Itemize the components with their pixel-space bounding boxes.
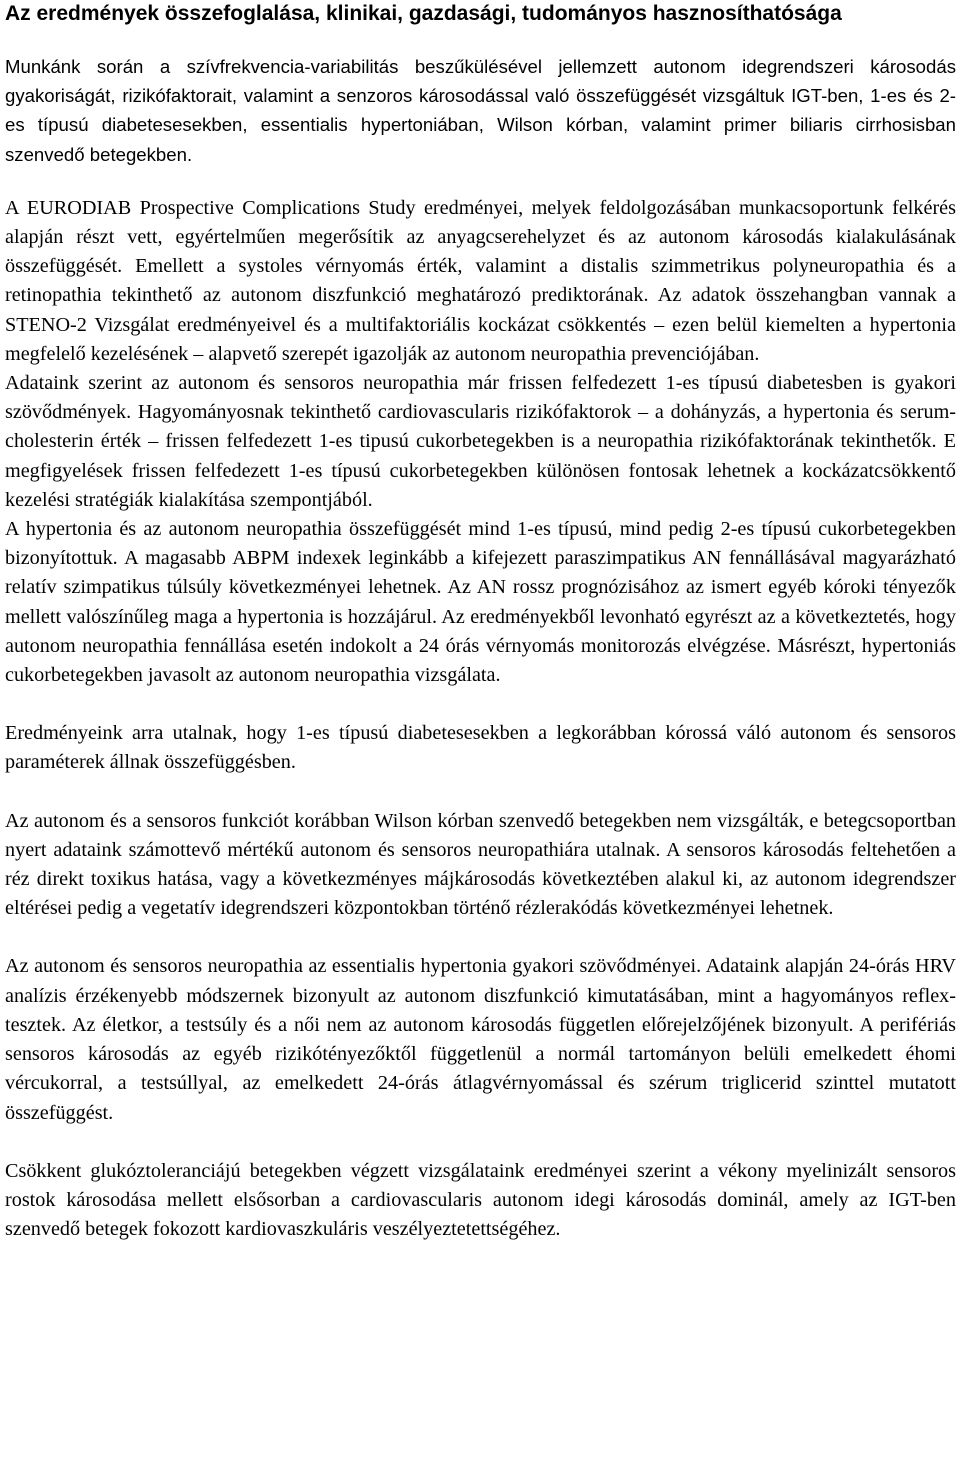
spacer: [5, 1128, 956, 1157]
spacer: [5, 923, 956, 952]
paragraph-earliest-parameters: Eredményeink arra utalnak, hogy 1-es típusú diabetesesekben a legkorábban kórossá váló autonom és sensoros paraméterek állnak összefüggésben.: [5, 722, 956, 774]
paragraph-intro: Munkánk során a szívfrekvencia-variabilitás beszűkülésével jellemzett autonom idegrendszeri károsodás gyakoriságát, rizikófaktorait, valamint a senzoros károsodással való összefüggését vizsgáltuk IGT-ben, 1-es és 2-es típusú diabetesesekben, essentialis hypertoniában, Wilson kórban, valamint primer biliaris cirrhosisban szenvedő betegekben.: [5, 56, 956, 165]
paragraph-wilson: Az autonom és a sensoros funkciót korábban Wilson kórban szenvedő betegekben nem vizsgálták, e betegcsoportban nyert adataink számottevő mértékű autonom és sensoros neuropathiára utalnak. A sensoros károsodás feltehetően a réz direkt toxikus hatása, vagy a következményes májkárosodás következtében alakul ki, az autonom idegrendszer eltérései pedig a vegetatív idegrendszeri központokban történő rézlerakódás következményei lehetnek.: [5, 809, 956, 920]
paragraph-igt: Csökkent glukóztoleranciájú betegekben végzett vizsgálataink eredményei szerint a vékony myelinizált sensoros rostok károsodása mellett elsősorban a cardiovascularis autonom idegi károsodás dominál, amely az IGT-ben szenvedő betegek fokozott kardiovaszkuláris veszélyeztetettségéhez.: [5, 1159, 956, 1241]
spacer: [5, 28, 956, 52]
spacer: [5, 169, 956, 194]
spacer: [5, 690, 956, 719]
paragraph-eurodiab: A EURODIAB Prospective Complications Study eredményei, melyek feldolgozásában munkacsoportunk felkérés alapján részt vett, egyértelműen megerősítik az anyagcserehelyzet és az autonom károsodás kialakulásának összefüggését. Emellett a systoles vérnyomás érték, valamint a distalis szimmetrikus polyneuropathia és a retinopathia tekinthető az autonom diszfunkció meghatározó prediktorának. Az adatok összehangban vannak a STENO-2 Vizsgálat eredményeivel és a multifaktoriális kockázat csökkentés – ezen belül kiemelten a hypertonia megfelelő kezelésének – alapvető szerepét igazolják az autonom neuropathia prevenciójában.: [5, 196, 956, 365]
paragraph-hypertonia: A hypertonia és az autonom neuropathia összefüggését mind 1-es típusú, mind pedig 2-es típusú cukorbetegekben bizonyítottuk. A magasabb ABPM indexek leginkább a kifejezett paraszimpatikus AN fennállásával magyarázható relatív szimpatikus túlsúly következményei lehetnek. Az AN rossz prognózisához az ismert egyéb kóroki tényezők mellett valószínűleg maga a hypertonia is hozzájárul. Az eredményekből levonható egyrészt az a következtetés, hogy autonom neuropathia fennállása esetén indokolt a 24 órás vérnyomás monitorozás elvégzése. Másrészt, hypertoniás cukorbetegekben javasolt az autonom neuropathia vizsgálata.: [5, 518, 956, 687]
document-title: Az eredmények összefoglalása, klinikai, gazdasági, tudományos hasznosíthatósága: [5, 2, 842, 25]
spacer: [5, 778, 956, 807]
paragraph-essential-hypertonia: Az autonom és sensoros neuropathia az essentialis hypertonia gyakori szövődményei. Adataink alapján 24-órás HRV analízis érzékenyebb módszernek bizonyult az autonom diszfunkció kimutatásában, mint a hagyományos reflex-tesztek. Az életkor, a testsúly és a női nem az autonom károsodás független előrejelzőjének bizonyult. A perifériás sensoros károsodás az egyéb rizikótényezőktől függetlenül a normál tartományon belüli emelkedett éhomi vércukorral, a testsúllyal, az emelkedett 24-órás átlagvérnyomással és szérum triglicerid szinttel mutatott összefüggést.: [5, 955, 956, 1124]
paragraph-type1-new-onset: Adataink szerint az autonom és sensoros neuropathia már frissen felfedezett 1-es típusú diabetesben is gyakori szövődmények. Hagyományosnak tekinthető cardiovascularis rizikófaktorok – a dohányzás, a hypertonia és serum-cholesterin érték – frissen felfedezett 1-es tipusú cukorbetegekben is a neuropathia rizikófaktorának tekinthetők. E megfigyelések frissen felfedezett 1-es típusú cukorbetegekben különösen fontosak lehetnek a kockázatcsökkentő kezelési stratégiák kialakítása szempontjából.: [5, 372, 956, 511]
